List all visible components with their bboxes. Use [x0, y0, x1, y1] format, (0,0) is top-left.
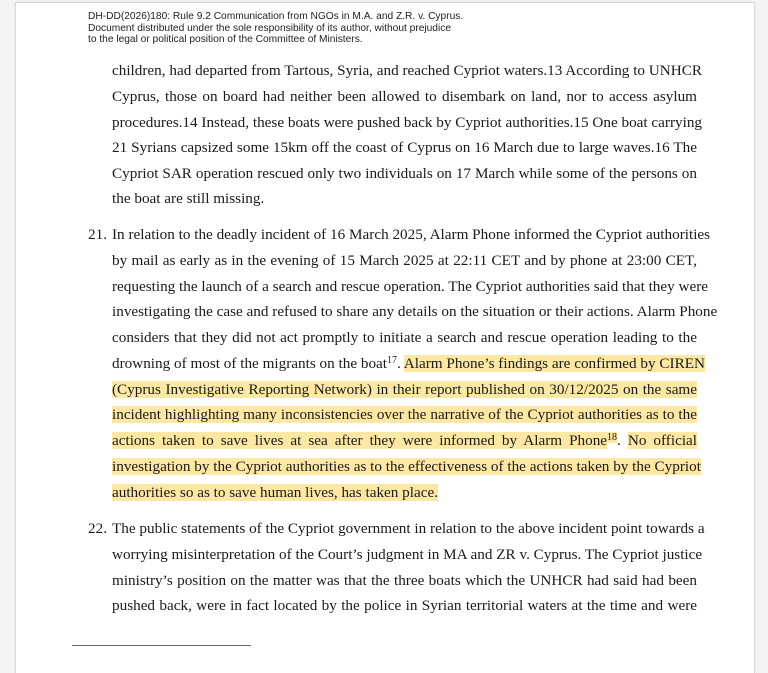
text-span: . [397, 355, 404, 372]
text-line: In relation to the deadly incident of 16 March 2025, Alarm Phone informed the Cypriot authorities [112, 226, 711, 243]
text-line: children, had departed from Tartous, Syria, and reached Cypriot waters.13 According to UNHCR [112, 62, 702, 79]
highlighted-text: incident highlighting many inconsistencies over the narrative of the Cypriot authorities as to the [112, 406, 697, 423]
text-line: the boat are still missing. [112, 190, 265, 207]
text-line [112, 480, 697, 506]
text-line: requesting the launch of a search and rescue operation. The Cypriot authorities said that they were [112, 278, 709, 295]
highlighted-text: Alarm Phone’s findings are confirmed by CIREN [403, 355, 705, 372]
text-line: considers that they did not act promptly to initiate a search and rescue operation leading to the [112, 329, 697, 346]
text-line: procedures.14 Instead, these boats were pushed back by Cypriot authorities.15 One boat carrying [112, 114, 703, 131]
text-line: ministry’s position on the matter was that the three boats which the UNHCR had said had been [112, 572, 697, 589]
text-line [112, 402, 697, 428]
document-header [88, 11, 463, 46]
text-line [112, 454, 701, 480]
text-line: worrying misinterpretation of the Court’s judgment in MA and ZR v. Cyprus. The Cypriot justice [112, 546, 703, 563]
text-line: 21 Syrians capsized some 15km off the coast of Cyprus on 16 March due to large waves.16 The [112, 139, 697, 156]
paragraph-number-21: 21. [88, 226, 107, 243]
highlighted-text: No official [627, 432, 697, 449]
text-line: investigating the case and refused to share any details on the situation or their actions. Alarm Phone [112, 303, 718, 320]
header-line: Document distributed under the sole responsibility of its author, without prejudice [88, 22, 451, 34]
highlighted-text: actions taken to save lives at sea after they were informed by Alarm Phone [112, 432, 608, 449]
paragraph-number-22: 22. [88, 520, 107, 537]
footnote-ref-18[interactable]: 18 [607, 432, 618, 443]
text-line: The public statements of the Cypriot government in relation to the above incident point towards a [112, 520, 705, 537]
highlighted-text: authorities so as to save human lives, has taken place. [112, 484, 439, 501]
highlighted-text: (Cyprus Investigative Reporting Network) in their report published on 30/12/2025 on the same [112, 381, 697, 398]
header-line: to the legal or political position of the Committee of Ministers. [88, 34, 363, 45]
text-line: by mail as early as in the evening of 15 March 2025 at 22:11 CET and by phone at 23:00 CET, [112, 252, 697, 269]
footnote-ref-17[interactable]: 17 [387, 355, 398, 366]
header-line: DH-DD(2026)180: Rule 9.2 Communication from NGOs in M.A. and Z.R. v. Cyprus. [88, 11, 464, 22]
text-line [112, 351, 705, 377]
text-line: Cypriot SAR operation rescued only two individuals on 17 March while some of the persons on [112, 165, 697, 182]
text-span: . [617, 432, 628, 449]
text-line [112, 428, 697, 454]
text-span: drowning of most of the migrants on the boat [112, 355, 388, 372]
text-line [112, 377, 697, 403]
footnote-separator [72, 645, 251, 646]
text-line: pushed back, were in fact located by the police in Syrian territorial waters at the time and were [112, 597, 697, 614]
text-line: Cyprus, those on board had neither been allowed to disembark on land, nor to access asylum [112, 88, 697, 105]
highlighted-text: investigation by the Cypriot authorities as to the effectiveness of the actions taken by the Cypriot [112, 458, 701, 475]
